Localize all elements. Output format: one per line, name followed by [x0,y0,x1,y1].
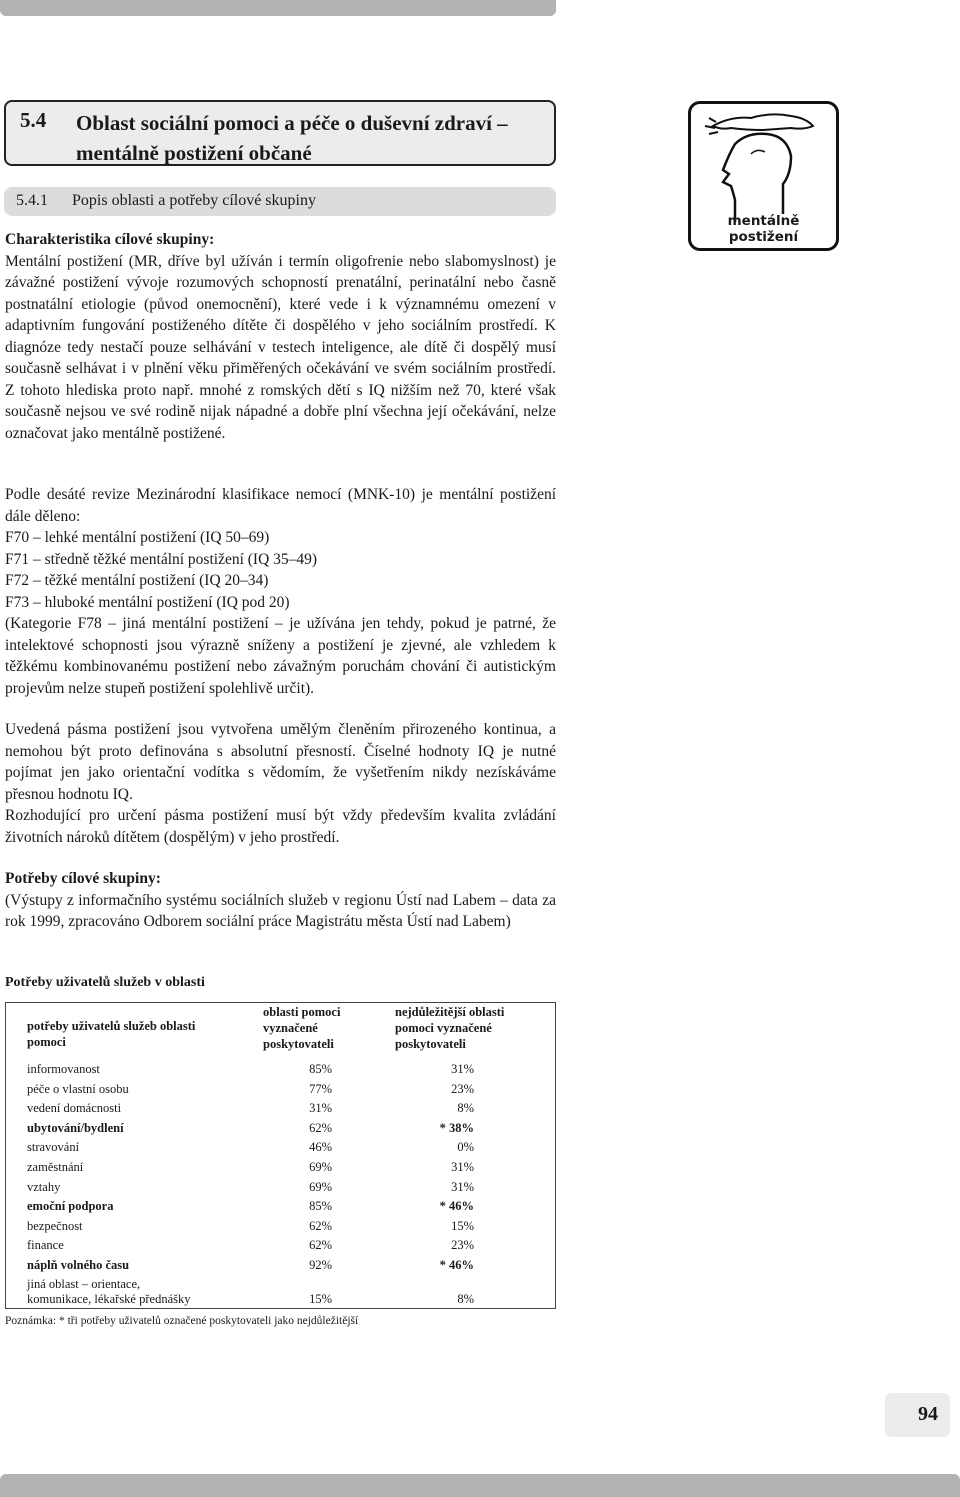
page-number: 94 [885,1393,950,1437]
table-note: Poznámka: * tři potřeby uživatelů označené poskytovateli jako nejdůležitější [5,1315,359,1327]
classification-item-f70: F70 – lehké mentální postižení (IQ 50–69) [5,529,270,546]
row-label: zaměstnání [27,1160,84,1174]
row-value-important: 0% [457,1140,474,1155]
row-label: emoční podpora [27,1199,114,1214]
table-row [6,1158,555,1178]
subsection-bar [4,187,556,216]
section-title-box [4,100,556,166]
table-row [6,1119,555,1139]
subsection-number: 5.4.1 [16,192,48,209]
top-decor-bar [0,0,556,16]
subsection-title: Popis oblasti a potřeby cílové skupiny [72,192,316,209]
row-value-areas: 85% [309,1062,332,1076]
table-header-areas: oblasti pomoci vyznačené poskytovateli [263,1005,341,1051]
section-number: 5.4 [20,108,47,132]
classification-item-f71: F71 – středně těžké mentální postižení (IQ 35–49) [5,550,318,568]
table-row [6,1060,555,1080]
row-value-areas: 92% [309,1258,332,1272]
table-row [6,1256,555,1276]
row-value-important: 8% [457,1101,474,1116]
row-value-important: * 46% [439,1199,474,1214]
icon-caption: mentálně postižení [727,213,800,245]
row-value-areas: 62% [309,1120,332,1135]
characteristics-section [5,229,556,444]
bottom-decor-bar [0,1474,960,1497]
row-value-areas: 69% [309,1160,332,1174]
row-label: vedení domácnosti [27,1101,122,1116]
row-label: finance [27,1238,64,1253]
table-header-needs: potřeby uživatelů služeb oblasti pomoci [27,1019,196,1049]
row-label: ubytování/bydlení [27,1120,124,1135]
category-icon-box [688,101,839,251]
bands-paragraph-2: Rozhodující pro určení pásma postižení musí být vždy především kvalita zvládání životních nároků dítětem (dospělým) v jeho prostředí. [5,807,556,846]
row-label-line-2: komunikace, lékařské přednášky [27,1292,191,1306]
table-caption: Potřeby uživatelů služeb v oblasti [5,975,205,990]
row-value-important: 23% [451,1238,474,1253]
table-row [6,1236,555,1256]
table-row [6,1099,555,1119]
classification-intro: Podle desáté revize Mezinárodní klasifikace nemocí (MNK-10) je mentální postižení dále děleno: [5,486,556,525]
row-label-line-1: jiná oblast – orientace, [27,1277,141,1291]
needs-heading: Potřeby cílové skupiny: [5,870,161,887]
row-value-areas: 46% [309,1140,332,1155]
characteristics-heading: Charakteristika cílové skupiny: [5,231,215,248]
row-label: stravování [27,1140,80,1155]
needs-text: (Výstupy z informačního systému sociálních služeb v regionu Ústí nad Labem – data za rok 1999, zpracováno Odborem sociální práce Magistrátu města Ústí nad Labem) [5,891,556,930]
row-value-important: 31% [451,1062,474,1076]
table-row [6,1178,555,1198]
bands-section [5,719,556,848]
row-label: bezpečnost [27,1218,83,1233]
row-value-areas: 69% [309,1179,332,1194]
hand-on-head-icon [691,104,836,224]
needs-section [5,868,556,933]
table-header-important: nejdůležitější oblasti pomoci vyznačené poskytovateli [395,1005,505,1051]
row-label: informovanost [27,1062,100,1076]
classification-note: (Kategorie F78 – jiná mentální postižení – je užívána jen tehdy, pokud je patrné, že intelektové schopnosti jsou výrazně sníženy a postižení je zjevné, ale vzhledem k těžkému kombinovanému postižení nebo závažným poruchám chování či autistickým projevům nelze stupeň postižení spolehlivě určit). [5,615,556,697]
row-value-important: 31% [451,1179,474,1194]
row-value-important: * 46% [439,1258,474,1272]
row-value-important: 31% [451,1160,474,1174]
table-row [6,1080,555,1100]
row-label: péče o vlastní osobu [27,1081,129,1096]
table-row-other [6,1275,555,1307]
row-value-important: 15% [451,1218,474,1233]
classification-section [5,484,556,699]
row-value-important: 8% [457,1292,474,1306]
row-value-areas: 31% [309,1101,332,1116]
row-value-areas: 77% [309,1081,332,1096]
row-value-important: 23% [451,1081,474,1096]
row-label: vztahy [27,1179,61,1194]
table-row [6,1138,555,1158]
bands-paragraph-1: Uvedená pásma postižení jsou vytvořena umělým členěním přirozeného kontinua, a nemohou být proto definována s absolutní přesností. Číselné hodnoty IQ je nutné pojímat jen jako orientační vodítka s vědomím, že vyšetřením nikdy nezískáváme přesnou hodnotu IQ. [5,721,556,803]
table-row [6,1197,555,1217]
needs-table [5,1002,556,1309]
characteristics-text: Mentální postižení (MR, dříve byl užíván i termín oligofrenie nebo slabomyslnost) je závažné postižení vývoje rozumových schopností prenatální, perinatální nebo časně postnatální etiologie (původ onemocnění), které vede i k významnému omezení v adaptivním fungování postiženého dítěte či dospělého v jeho sociálním prostředí. K diagnóze tedy nestačí pouze selhávání v testech inteligence, ale dítě či dospělý musí současně selhávat i v plnění věku přiměřených očekávání ve svém sociálním prostředí. Z tohoto hlediska proto např. mnohé z romských dětí s IQ nižším než 70, které však současně nejsou ve své rodině nijak nápadné a dobře plní všechna její očekávání, nelze označovat jako mentálně postižené. [5,252,556,442]
row-value-areas: 62% [309,1218,332,1233]
row-value-areas: 15% [309,1292,332,1306]
row-value-important: * 38% [439,1120,474,1135]
row-value-areas: 62% [309,1238,332,1253]
classification-item-f72: F72 – těžké mentální postižení (IQ 20–34) [5,572,269,589]
classification-item-f73: F73 – hluboké mentální postižení (IQ pod 20) [5,593,290,611]
row-value-areas: 85% [309,1199,332,1214]
table-row [6,1217,555,1237]
row-label: náplň volného času [27,1258,130,1272]
section-title: Oblast sociální pomoci a péče o duševní zdraví – mentálně postižení občané [76,111,508,165]
